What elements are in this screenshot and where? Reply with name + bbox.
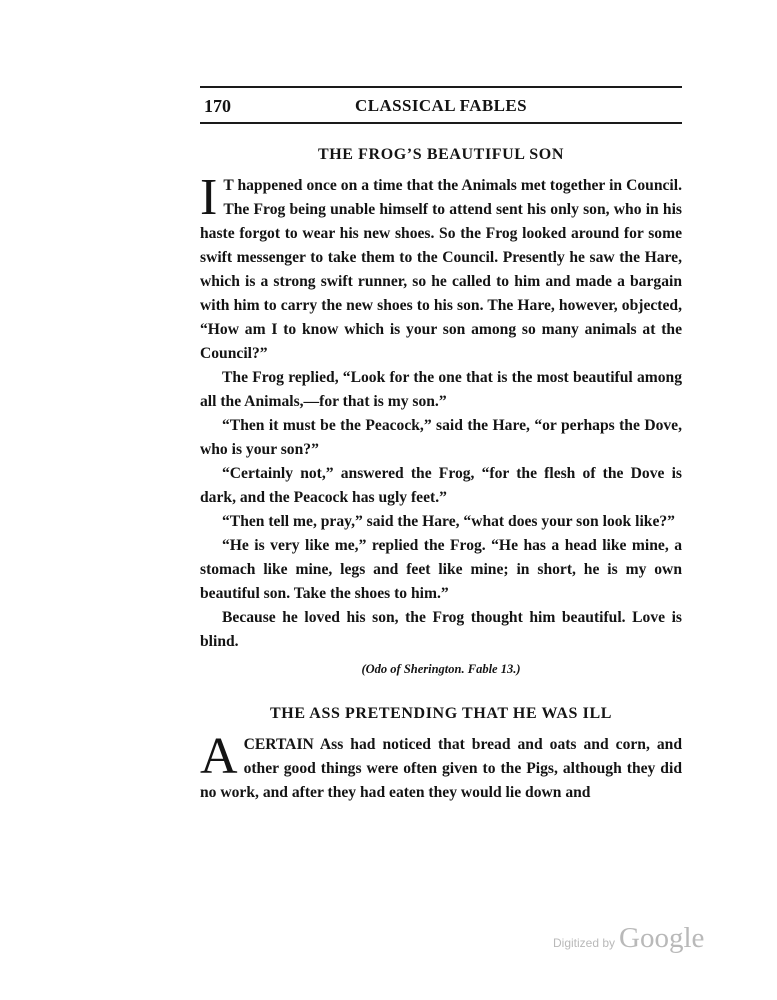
fable-body-ass (200, 728, 682, 805)
fable-title-ass: THE ASS PRETENDING THAT HE WAS ILL (270, 705, 612, 722)
fable-paragraph: “Then it must be the Peacock,” said the Hare, “or perhaps the Dove, who is your son?” (200, 417, 682, 458)
watermark-brand: Google (619, 922, 705, 954)
running-header (200, 86, 682, 124)
drop-cap: I (200, 169, 218, 226)
digitized-watermark (553, 922, 704, 955)
fable-paragraph: ACERTAIN Ass had noticed that bread and oats and corn, and other good things were often given to the Pigs, although they did no work, and after they had eaten they would lie down and (200, 728, 682, 801)
book-page (200, 86, 682, 805)
fable-paragraph: “He is very like me,” replied the Frog. “He has a head like mine, a stomach like mine, legs and feet like mine; in short, he is my own beautiful son. Take the shoes to him.” (200, 537, 682, 602)
fable-paragraph: I T happened once on a time that the Animals met together in Council. The Frog being unable himself to attend sent his only son, who in his haste forgot to wear his new shoes. So the Frog looked around for some swift messenger to take them to the Council. Presently he saw the Hare, which is a strong swift runner, so he called to him and made a bargain with him to carry the new shoes to his son. The Hare, however, objected, “How am I to know which is your son among so many animals at the Council?” (200, 169, 682, 362)
fable-citation: (Odo of Sherington. Fable 13.) (361, 662, 521, 676)
fable-paragraph: Because he loved his son, the Frog thought him beautiful. Love is blind. (200, 609, 682, 650)
fable-paragraph: “Certainly not,” answered the Frog, “for the flesh of the Dove is dark, and the Peacock has ugly feet.” (200, 465, 682, 506)
fable-paragraph: The Frog replied, “Look for the one that is the most beautiful among all the Animals,—for that is my son.” (200, 369, 682, 410)
page-number: 170 (204, 96, 231, 116)
drop-cap: A (200, 728, 238, 785)
fable-title-frog: THE FROG’S BEAUTIFUL SON (317, 146, 564, 163)
fable-body-frog (200, 169, 682, 677)
running-title: CLASSICAL FABLES (355, 96, 527, 115)
watermark-prefix: Digitized by (553, 936, 616, 950)
fable-paragraph: “Then tell me, pray,” said the Hare, “what does your son look like?” (222, 513, 675, 530)
